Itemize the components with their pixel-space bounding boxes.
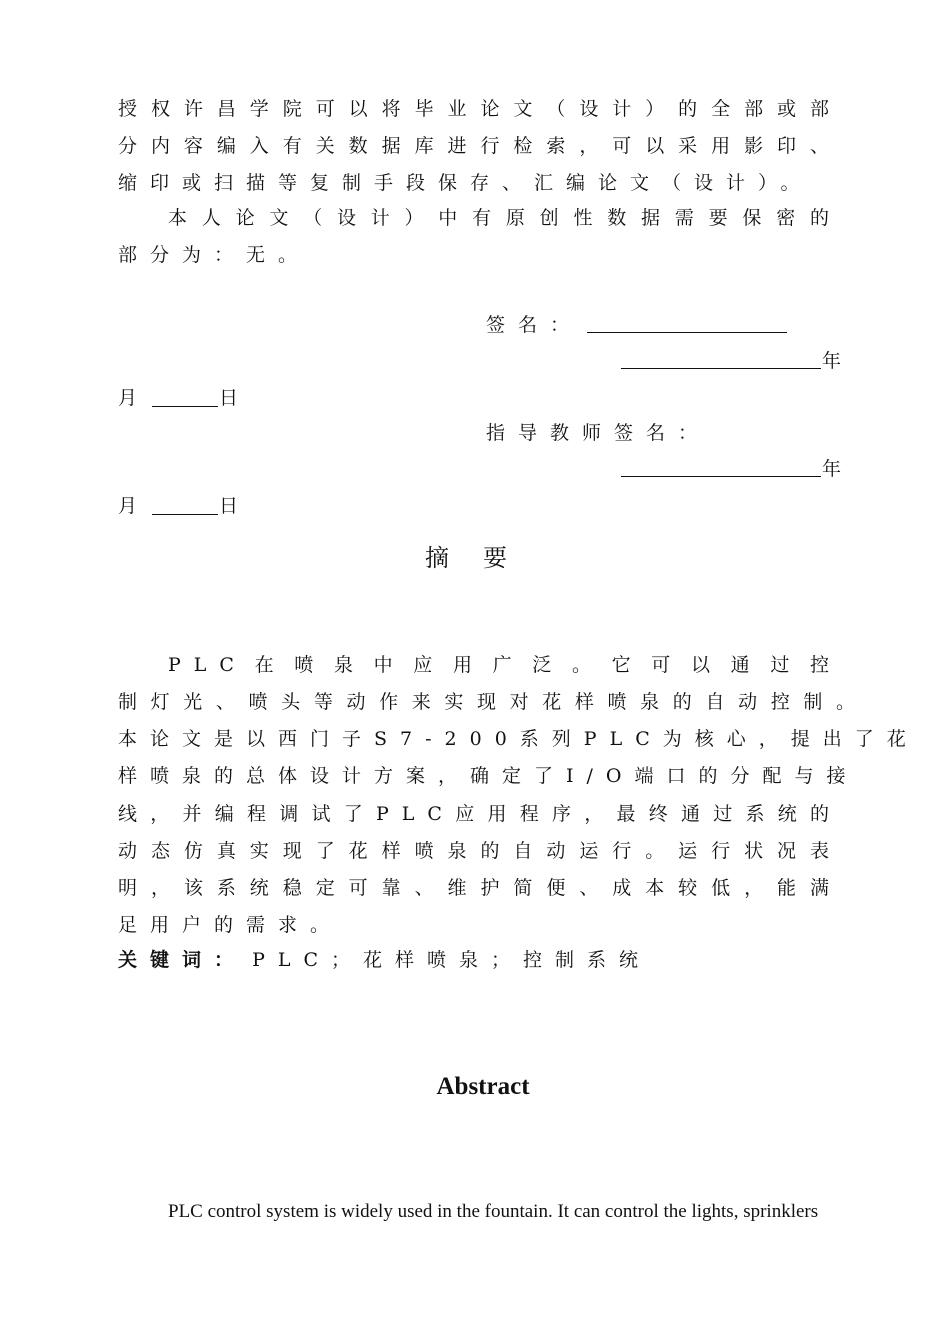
advisor-year-line [621,476,821,477]
student-year-char: 年 [822,350,842,372]
abstract-cn-heading: 摘要 [425,544,541,572]
keywords-value: PLC；花样喷泉；控制系统 [252,949,652,971]
keywords-line [118,948,842,972]
student-day-char: 日 [219,387,239,409]
confidential-line-2: 部分为：无。 [118,244,311,266]
abstract-cn-line-6: 动态仿真实现了花样喷泉的自动运行。运行状况表 [118,840,842,862]
advisor-month-char: 月 [118,495,138,517]
authorization-line-1: 授权许昌学院可以将毕业论文（设计）的全部或部 [118,98,842,120]
student-day-line [152,406,218,407]
abstract-cn-line-3: 本论文是以西门子S7-200系列PLC为核心，提出了花 [118,728,919,750]
student-month-char: 月 [118,387,138,409]
authorization-line-3: 缩印或扫描等复制手段保存、汇编论文（设计）。 [118,172,813,194]
advisor-signature-label: 指导教师签名： [486,422,711,444]
keywords-label: 关键词： [118,949,247,971]
abstract-cn-line-4: 样喷泉的总体设计方案，确定了I/O端口的分配与接 [118,765,859,787]
abstract-en-line-1: PLC control system is widely used in the fountain. It can control the lights, sprinklers [168,1201,819,1222]
student-year-line [621,368,821,369]
student-signature-label: 签名： [486,314,583,336]
abstract-cn-line-2: 制灯光、喷头等动作来实现对花样喷泉的自动控制。 [118,691,868,713]
abstract-cn-line-7: 明，该系统稳定可靠、维护简便、成本较低，能满 [118,877,842,899]
abstract-cn-line-1: PLC在喷泉中应用广泛。它可以通过控 [168,654,842,676]
abstract-cn-line-5: 线，并编程调试了PLC应用程序，最终通过系统的 [118,803,842,825]
student-signature-line [587,332,787,333]
confidential-line-1: 本人论文（设计）中有原创性数据需要保密的 [168,207,842,229]
advisor-day-char: 日 [219,495,239,517]
authorization-line-2: 分内容编入有关数据库进行检索，可以采用影印、 [118,135,842,157]
advisor-day-line [152,514,218,515]
abstract-cn-line-8: 足用户的需求。 [118,914,343,936]
advisor-year-char: 年 [822,458,842,480]
abstract-en-heading: Abstract [436,1073,530,1100]
